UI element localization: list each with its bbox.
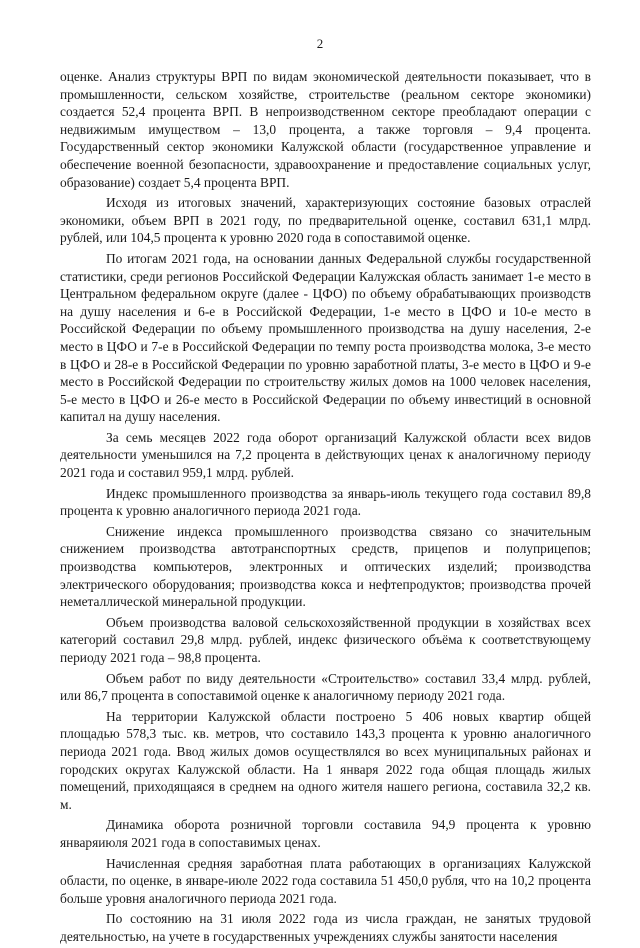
page-number: 2: [316, 36, 324, 51]
paragraph-agriculture: Объем производства валовой сельскохозяйственной продукции в хозяйствах всех категорий составил 29,8 млрд. рублей, индекс физического объёма к соответствующему периоду 2021 года – 98,8 процента.: [60, 614, 591, 665]
paragraph-vrp-volume: Исходя из итоговых значений, характеризующих состояние базовых отраслей экономики, объем ВРП в 2021 году, по предварительной оценке, составил 631,1 млрд. рублей, или 104,5 процента к уровню 2020 года в сопоставимой оценке.: [60, 195, 591, 246]
paragraph-retail: Динамика оборота розничной торговли составила 94,9 процента к уровню январяиюля 2021 года в сопоставимых ценах.: [60, 817, 591, 850]
paragraph-housing: На территории Калужской области построено 5 406 новых квартир общей площадью 578,3 тыс. кв. метров, что составило 143,3 процента к уровню аналогичного периода 2021 года. Ввод жилых домов осуществлялся во всех муниципальных районах и городских округах Калужской области. На 1 января 2022 года общая площадь жилых помещений, приходящаяся в среднем на одного жителя нашего региона, составила 32,2 кв. м.: [60, 708, 591, 812]
paragraph-construction: Объем работ по виду деятельности «Строительство» составил 33,4 млрд. рублей, или 86,7 процента в сопоставимой оценке к аналогичному периоду 2021 года.: [60, 670, 591, 704]
paragraph-industrial-index: Индекс промышленного производства за январь-июль текущего года составил 89,8 процента к уровню аналогичного периода 2021 года.: [60, 485, 591, 519]
paragraph-region-rankings: По итогам 2021 года, на основании данных Федеральной службы государственной статистики, среди регионов Российской Федерации Калужская область занимает 1-е место в Центральном федеральном округе (далее - ЦФО) по объему обрабатывающих производств на душу населения и 6-е в Российской Федерации, 1-е место в ЦФО и 10-е место в Российской Федерации по объему промышленного производства на душу населения, 2-е место в ЦФО и 7-е в Российской Федерации по темпу роста производства молока, 3-е место в ЦФО и 28-е в Российской Федерации по уровню заработной платы, 3-е место в ЦФО и 9-е место в Российской Федерации по строительству жилых домов на 1000 человек населения, 5-е место в ЦФО и 26-е место в Российской Федерации по объему инвестиций в основной капитал на душу населения.: [60, 250, 591, 425]
document-body: [60, 68, 591, 948]
paragraph-turnover: За семь месяцев 2022 года оборот организаций Калужской области всех видов деятельности уменьшился на 7,2 процента в действующих ценах к аналогичному периоду 2021 года и составил 959,1 млрд. рублей.: [60, 429, 591, 481]
paragraph-salary: Начисленная средняя заработная плата работающих в организациях Калужской области, по оценке, в январе-июле 2022 года составила 51 450,0 рубля, что на 10,2 процента больше уровня аналогичного периода 2021 года.: [60, 855, 591, 906]
paragraph-employment: По состоянию на 31 июля 2022 года из числа граждан, не занятых трудовой деятельностью, на учете в государственных учреждениях службы занятости населения: [60, 911, 591, 944]
paragraph-index-decline: Снижение индекса промышленного производства связано со значительным снижением производства автотранспортных средств, прицепов и полуприцепов; производства компьютеров, электронных и оптических изделий; производства электрического оборудования; производства кокса и нефтепродуктов; производства прочей неметаллической минеральной продукции.: [60, 523, 591, 610]
paragraph-vrp-structure: оценке. Анализ структуры ВРП по видам экономической деятельности показывает, что в промышленности, сельском хозяйстве, строительстве (реальном секторе экономики) создается 52,4 процента ВРП. В непроизводственном секторе преобладают операции с недвижимым имуществом – 13,0 процента, а также торговля – 9,4 процента. Государственный сектор экономики Калужской области (государственное управление и обеспечение военной безопасности, здравоохранение и предоставление социальных услуг, образование) создает 5,4 процента ВРП.: [60, 69, 591, 190]
